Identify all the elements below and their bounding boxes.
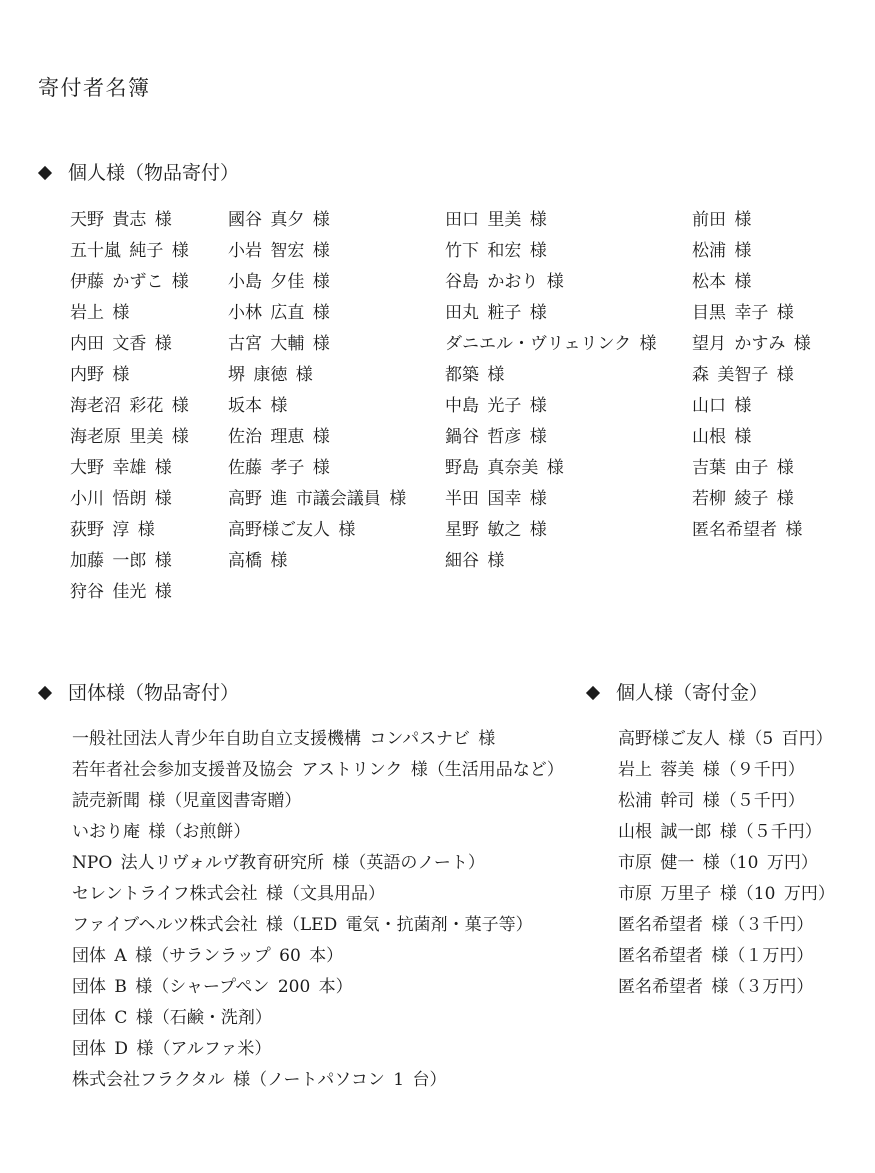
section-heading-label: 団体様（物品寄付） — [68, 682, 240, 704]
donor-entry: 森 美智子 様 — [692, 365, 794, 385]
donor-entry: 松浦 様 — [692, 241, 752, 261]
group-donor-list — [72, 724, 564, 1096]
donor-entry: 堺 康徳 様 — [228, 365, 313, 385]
donor-entry: 中島 光子 様 — [445, 396, 547, 416]
donor-entry: 山根 様 — [692, 427, 752, 447]
section-heading-label: 個人様（物品寄付） — [68, 162, 240, 184]
money-donor-entry: 岩上 蓉美 様（９千円） — [618, 760, 805, 780]
group-donor-entry: 団体 C 様（石鹸・洗剤） — [72, 1008, 272, 1028]
donor-entry: 田口 里美 様 — [445, 210, 547, 230]
money-donor-entry: 山根 誠一郎 様（５千円） — [618, 822, 822, 842]
donor-entry: 高橋 様 — [228, 551, 288, 571]
money-donor-entry: 匿名希望者 様（３万円） — [618, 977, 814, 997]
donor-entry: 大野 幸雄 様 — [70, 458, 172, 478]
donor-column-2 — [228, 205, 406, 577]
money-donor-entry: 市原 健一 様（10 万円） — [618, 853, 818, 873]
group-donor-entry: NPO 法人リヴォルヴ教育研究所 様（英語のノート） — [72, 853, 485, 873]
donor-column-4 — [692, 205, 811, 546]
donor-entry: 内野 様 — [70, 365, 130, 385]
group-donor-entry: 若年者社会参加支援普及協会 アストリンク 様（生活用品など） — [72, 760, 564, 780]
donor-entry: 小島 夕佳 様 — [228, 272, 330, 292]
donor-entry: 加藤 一郎 様 — [70, 551, 172, 571]
donor-entry: 匿名希望者 様 — [692, 520, 803, 540]
donor-entry: 吉葉 由子 様 — [692, 458, 794, 478]
donor-entry: 野島 真奈美 様 — [445, 458, 564, 478]
donor-entry: 松本 様 — [692, 272, 752, 292]
money-donor-entry: 高野様ご友人 様（5 百円） — [618, 729, 833, 749]
donor-entry: 若柳 綾子 様 — [692, 489, 794, 509]
group-donor-entry: 団体 D 様（アルファ米） — [72, 1039, 272, 1059]
donor-entry: 狩谷 佳光 様 — [70, 582, 172, 602]
donor-entry: ダニエル・ヴリェリンク 様 — [445, 334, 657, 354]
diamond-bullet-icon — [586, 686, 600, 700]
donor-entry: 田丸 粧子 様 — [445, 303, 547, 323]
donor-entry: 山口 様 — [692, 396, 752, 416]
donor-entry: 竹下 和宏 様 — [445, 241, 547, 261]
donor-entry: 鍋谷 哲彦 様 — [445, 427, 547, 447]
donor-column-3 — [445, 205, 657, 577]
section-heading-label: 個人様（寄付金） — [616, 682, 769, 704]
donor-entry: 海老原 里美 様 — [70, 427, 189, 447]
group-donor-entry: 一般社団法人青少年自助自立支援機構 コンパスナビ 様 — [72, 729, 496, 749]
section-heading-individual-money — [586, 679, 768, 707]
donor-column-1 — [70, 205, 189, 608]
donor-entry: 小林 広直 様 — [228, 303, 330, 323]
donor-entry: 望月 かすみ 様 — [692, 334, 811, 354]
group-donor-entry: セレントライフ株式会社 様（文具用品） — [72, 884, 385, 904]
diamond-bullet-icon — [38, 166, 52, 180]
donor-entry: 目黒 幸子 様 — [692, 303, 794, 323]
donor-entry: 前田 様 — [692, 210, 752, 230]
donor-entry: 天野 貴志 様 — [70, 210, 172, 230]
money-donor-entry: 匿名希望者 様（３千円） — [618, 915, 814, 935]
donor-entry: 小川 悟朗 様 — [70, 489, 172, 509]
donor-entry: 伊藤 かずこ 様 — [70, 272, 189, 292]
donor-entry: 内田 文香 様 — [70, 334, 172, 354]
group-donor-entry: 団体 B 様（シャープペン 200 本） — [72, 977, 353, 997]
donor-entry: 都築 様 — [445, 365, 505, 385]
donor-entry: 高野様ご友人 様 — [228, 520, 356, 540]
section-heading-individual-goods — [38, 159, 239, 187]
donor-entry: 荻野 淳 様 — [70, 520, 155, 540]
donor-entry: 岩上 様 — [70, 303, 130, 323]
section-heading-group-goods — [38, 679, 239, 707]
group-donor-entry: 株式会社フラクタル 様（ノートパソコン 1 台） — [72, 1070, 447, 1090]
donor-entry: 佐藤 孝子 様 — [228, 458, 330, 478]
donor-entry: 小岩 智宏 様 — [228, 241, 330, 261]
donor-entry: 半田 国幸 様 — [445, 489, 547, 509]
donor-entry: 國谷 真夕 様 — [228, 210, 330, 230]
donor-entry: 坂本 様 — [228, 396, 288, 416]
donor-entry: 古宮 大輔 様 — [228, 334, 330, 354]
money-donor-list — [618, 724, 835, 1003]
donor-entry: 海老沼 彩花 様 — [70, 396, 189, 416]
donor-entry: 佐治 理恵 様 — [228, 427, 330, 447]
group-donor-entry: いおり庵 様（お煎餅） — [72, 822, 251, 842]
money-donor-entry: 匿名希望者 様（１万円） — [618, 946, 814, 966]
group-donor-entry: ファイブヘルツ株式会社 様（LED 電気・抗菌剤・菓子等） — [72, 915, 533, 935]
group-donor-entry: 読売新聞 様（児童図書寄贈） — [72, 791, 302, 811]
donor-entry: 五十嵐 純子 様 — [70, 241, 189, 261]
money-donor-entry: 市原 万里子 様（10 万円） — [618, 884, 835, 904]
money-donor-entry: 松浦 幹司 様（５千円） — [618, 791, 805, 811]
group-donor-entry: 団体 A 様（サランラップ 60 本） — [72, 946, 344, 966]
donor-entry: 細谷 様 — [445, 551, 505, 571]
donor-entry: 高野 進 市議会議員 様 — [228, 489, 407, 509]
donor-entry: 星野 敏之 様 — [445, 520, 547, 540]
diamond-bullet-icon — [38, 686, 52, 700]
page-title: 寄付者名簿 — [38, 76, 151, 100]
donor-entry: 谷島 かおり 様 — [445, 272, 564, 292]
